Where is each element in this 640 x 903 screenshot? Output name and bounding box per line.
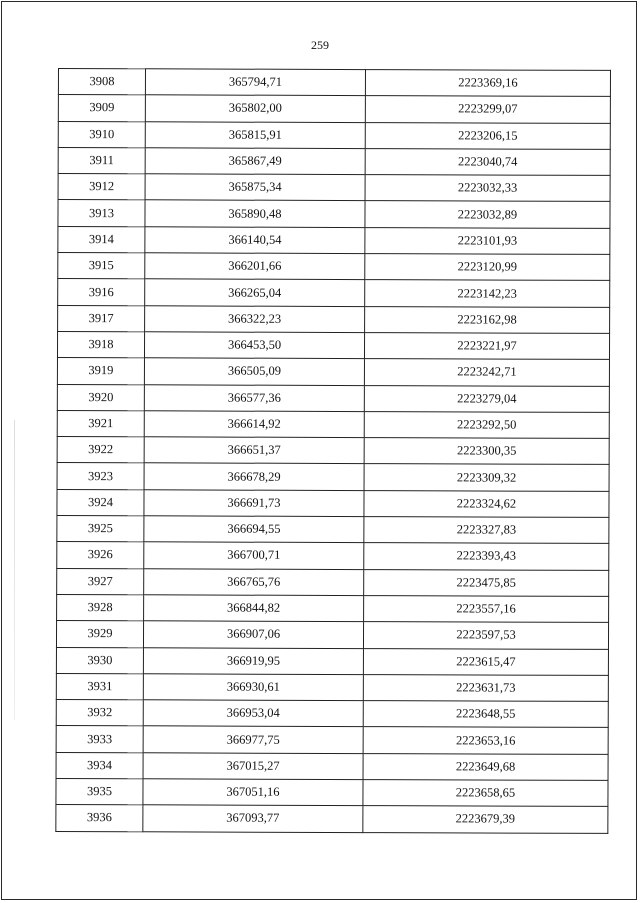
point-number-cell: 3910 bbox=[58, 121, 145, 148]
table-row bbox=[56, 621, 608, 649]
table-row bbox=[58, 253, 610, 281]
point-number-cell: 3928 bbox=[57, 594, 144, 621]
y-coordinate-cell: 2223327,83 bbox=[364, 517, 609, 544]
table-row bbox=[56, 700, 608, 728]
point-number-cell: 3918 bbox=[57, 331, 144, 358]
point-number-cell: 3913 bbox=[58, 200, 145, 227]
x-coordinate-cell: 367051,16 bbox=[143, 779, 363, 806]
y-coordinate-cell: 2223299,07 bbox=[365, 96, 610, 123]
point-number-cell: 3919 bbox=[57, 358, 144, 385]
x-coordinate-cell: 366577,36 bbox=[144, 384, 364, 411]
table-row bbox=[57, 568, 609, 596]
table-row bbox=[58, 226, 610, 254]
table-row bbox=[56, 726, 608, 754]
x-coordinate-cell: 365815,91 bbox=[145, 121, 365, 148]
y-coordinate-cell: 2223631,73 bbox=[363, 674, 608, 701]
table-row bbox=[57, 489, 609, 517]
x-coordinate-cell: 367015,27 bbox=[143, 753, 363, 780]
y-coordinate-cell: 2223206,15 bbox=[365, 122, 610, 149]
y-coordinate-cell: 2223101,93 bbox=[365, 227, 610, 254]
y-coordinate-cell: 2223242,71 bbox=[364, 359, 609, 386]
point-number-cell: 3912 bbox=[58, 174, 145, 201]
y-coordinate-cell: 2223032,89 bbox=[365, 201, 610, 228]
point-number-cell: 3935 bbox=[56, 779, 143, 806]
table-row bbox=[57, 410, 609, 438]
y-coordinate-cell: 2223393,43 bbox=[364, 543, 609, 570]
x-coordinate-cell: 366614,92 bbox=[144, 411, 364, 438]
coordinates-table bbox=[55, 68, 611, 834]
point-number-cell: 3914 bbox=[58, 226, 145, 253]
table-row bbox=[58, 279, 610, 307]
table-row bbox=[56, 805, 608, 833]
y-coordinate-cell: 2223653,16 bbox=[363, 727, 608, 754]
x-coordinate-cell: 365802,00 bbox=[145, 95, 365, 122]
point-number-cell: 3916 bbox=[58, 279, 145, 306]
y-coordinate-cell: 2223475,85 bbox=[364, 569, 609, 596]
x-coordinate-cell: 366201,66 bbox=[145, 253, 365, 280]
y-coordinate-cell: 2223142,23 bbox=[365, 280, 610, 307]
table-row bbox=[57, 542, 609, 570]
point-number-cell: 3929 bbox=[56, 621, 143, 648]
x-coordinate-cell: 366453,50 bbox=[144, 332, 364, 359]
point-number-cell: 3936 bbox=[56, 805, 143, 832]
x-coordinate-cell: 366953,04 bbox=[143, 700, 363, 727]
x-coordinate-cell: 365890,48 bbox=[145, 200, 365, 227]
table-row bbox=[58, 305, 610, 333]
point-number-cell: 3924 bbox=[57, 489, 144, 516]
point-number-cell: 3908 bbox=[58, 69, 145, 96]
y-coordinate-cell: 2223292,50 bbox=[364, 411, 609, 438]
table-row bbox=[58, 121, 610, 149]
x-coordinate-cell: 366919,95 bbox=[143, 647, 363, 674]
table-row bbox=[56, 673, 608, 701]
table-row bbox=[57, 437, 609, 465]
y-coordinate-cell: 2223615,47 bbox=[363, 648, 608, 675]
x-coordinate-cell: 366930,61 bbox=[143, 674, 363, 701]
y-coordinate-cell: 2223658,65 bbox=[363, 780, 608, 807]
y-coordinate-cell: 2223300,35 bbox=[364, 438, 609, 465]
point-number-cell: 3922 bbox=[57, 437, 144, 464]
x-coordinate-cell: 366907,06 bbox=[143, 621, 363, 648]
point-number-cell: 3934 bbox=[56, 752, 143, 779]
x-coordinate-cell: 365794,71 bbox=[145, 69, 365, 96]
table-row bbox=[56, 752, 608, 780]
point-number-cell: 3911 bbox=[58, 147, 145, 174]
table-row bbox=[58, 69, 610, 97]
table-row bbox=[57, 358, 609, 386]
x-coordinate-cell: 366140,54 bbox=[145, 227, 365, 254]
table-row bbox=[58, 147, 610, 175]
x-coordinate-cell: 366651,37 bbox=[144, 437, 364, 464]
x-coordinate-cell: 366977,75 bbox=[143, 726, 363, 753]
scan-artifact bbox=[14, 420, 15, 720]
y-coordinate-cell: 2223649,68 bbox=[363, 753, 608, 780]
y-coordinate-cell: 2223221,97 bbox=[364, 333, 609, 360]
point-number-cell: 3920 bbox=[57, 384, 144, 411]
y-coordinate-cell: 2223032,33 bbox=[365, 175, 610, 202]
table-row bbox=[56, 647, 608, 675]
coordinates-table-body bbox=[56, 69, 611, 834]
table-row bbox=[57, 594, 609, 622]
point-number-cell: 3917 bbox=[58, 305, 145, 332]
point-number-cell: 3909 bbox=[58, 95, 145, 122]
x-coordinate-cell: 365875,34 bbox=[145, 174, 365, 201]
x-coordinate-cell: 366765,76 bbox=[144, 568, 364, 595]
point-number-cell: 3931 bbox=[56, 673, 143, 700]
table-row bbox=[58, 200, 610, 228]
x-coordinate-cell: 366678,29 bbox=[144, 463, 364, 490]
x-coordinate-cell: 366844,82 bbox=[144, 595, 364, 622]
point-number-cell: 3930 bbox=[56, 647, 143, 674]
x-coordinate-cell: 366694,55 bbox=[144, 516, 364, 543]
y-coordinate-cell: 2223597,53 bbox=[363, 622, 608, 649]
y-coordinate-cell: 2223557,16 bbox=[364, 596, 609, 623]
x-coordinate-cell: 367093,77 bbox=[143, 805, 363, 832]
table-row bbox=[57, 384, 609, 412]
table-row bbox=[57, 463, 609, 491]
table-row bbox=[57, 331, 609, 359]
point-number-cell: 3923 bbox=[57, 463, 144, 490]
y-coordinate-cell: 2223309,32 bbox=[364, 464, 609, 491]
y-coordinate-cell: 2223040,74 bbox=[365, 148, 610, 175]
x-coordinate-cell: 366265,04 bbox=[145, 279, 365, 306]
y-coordinate-cell: 2223369,16 bbox=[365, 70, 610, 97]
y-coordinate-cell: 2223279,04 bbox=[364, 385, 609, 412]
point-number-cell: 3927 bbox=[57, 568, 144, 595]
x-coordinate-cell: 365867,49 bbox=[145, 148, 365, 175]
table-row bbox=[58, 174, 610, 202]
y-coordinate-cell: 2223120,99 bbox=[365, 254, 610, 281]
y-coordinate-cell: 2223324,62 bbox=[364, 490, 609, 517]
point-number-cell: 3926 bbox=[57, 542, 144, 569]
point-number-cell: 3932 bbox=[56, 700, 143, 727]
x-coordinate-cell: 366322,23 bbox=[145, 305, 365, 332]
page-number: 259 bbox=[311, 38, 329, 52]
point-number-cell: 3915 bbox=[58, 253, 145, 280]
y-coordinate-cell: 2223679,39 bbox=[363, 806, 608, 833]
y-coordinate-cell: 2223162,98 bbox=[365, 306, 610, 333]
table-row bbox=[56, 779, 608, 807]
table-row bbox=[58, 95, 610, 123]
x-coordinate-cell: 366700,71 bbox=[144, 542, 364, 569]
point-number-cell: 3933 bbox=[56, 726, 143, 753]
x-coordinate-cell: 366505,09 bbox=[144, 358, 364, 385]
point-number-cell: 3925 bbox=[57, 516, 144, 543]
point-number-cell: 3921 bbox=[57, 410, 144, 437]
table-row bbox=[57, 516, 609, 544]
x-coordinate-cell: 366691,73 bbox=[144, 490, 364, 517]
y-coordinate-cell: 2223648,55 bbox=[363, 701, 608, 728]
